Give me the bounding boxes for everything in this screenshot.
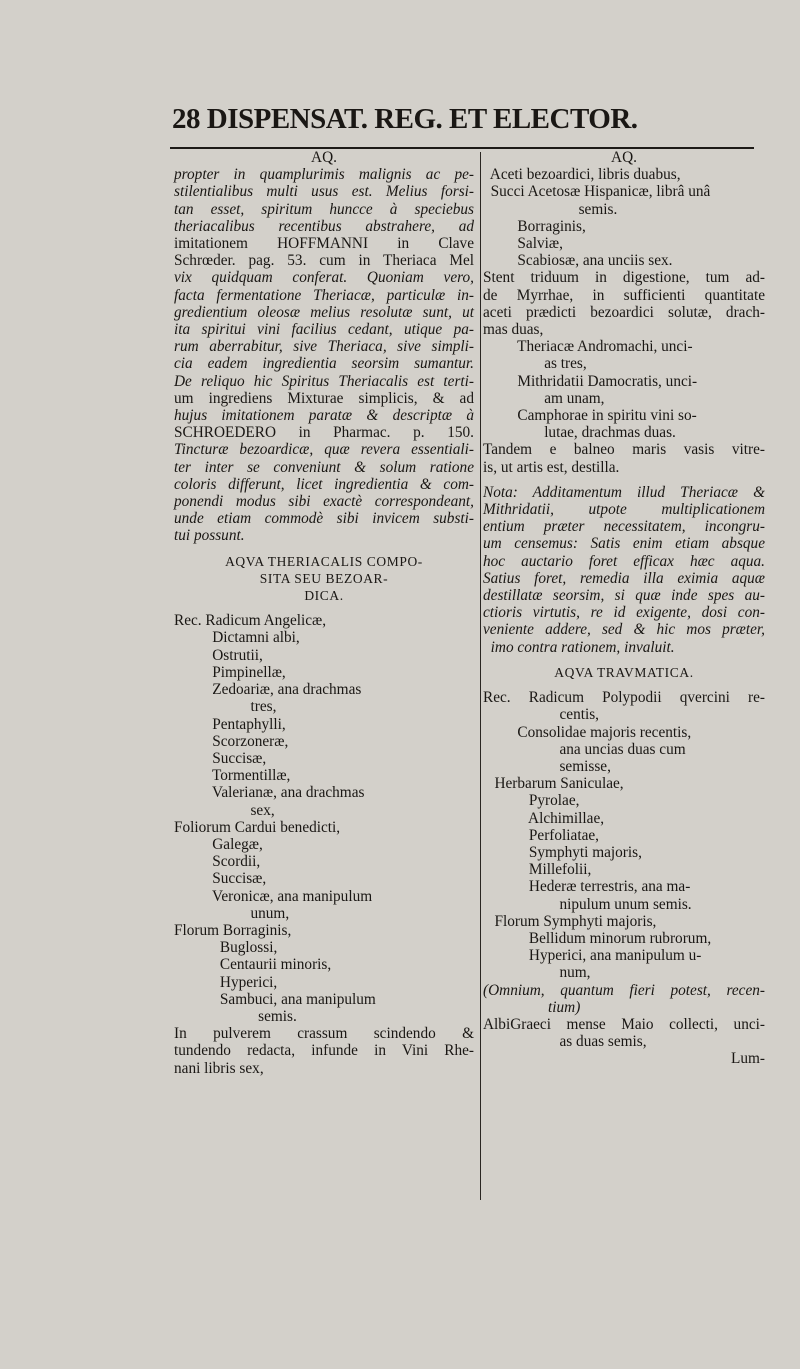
right-column-line: Theriacæ Andromachi, unci- [483,338,693,356]
left-column-line: Ostrutii, [174,646,263,664]
right-column-line: Lum- [731,1050,765,1068]
left-column-line: tres, [174,698,277,716]
right-column-line: de Myrrhae, in sufficienti quantitate [483,286,765,304]
right-column-line: Mithridatii Damocratis, unci- [483,372,698,390]
left-column-line: Sambuci, ana manipulum [174,990,376,1008]
right-column-line: destillatæ seorsim, si quæ inde spes au- [483,587,765,605]
left-column-line: Schrœder. pag. 53. cum in Theriaca Mel [174,252,474,270]
left-column-line: Foliorum Cardui benedicti, [174,818,341,836]
left-column-line: ter inter se conveniunt & solum ratione [174,458,474,476]
left-column-line: Buglossi, [174,939,278,957]
running-title: DISPENSAT. REG. ET ELECTOR. [206,103,638,135]
left-column-line: nani libris sex, [174,1059,264,1077]
right-column-line: Herbarum Saniculae, [483,775,624,793]
right-column-line [483,681,765,689]
right-column-line: Symphyti majoris, [483,843,642,861]
right-column-line: Hederæ terrestris, ana ma- [483,878,691,896]
right-column-line: Rec. Radicum Polypodii qvercini re- [483,689,765,707]
right-column-line: Nota: Additamentum illud Theriacæ & [483,483,765,501]
left-column-line: AQ. [311,149,337,166]
left-column-line: Pimpinellæ, [174,663,286,681]
left-column-line: imitationem HOFFMANNI in Clave [174,235,474,253]
left-column-line: tundendo redacta, infunde in Vini Rhe- [174,1042,474,1060]
right-column-line: semisse, [483,757,611,775]
right-column-line: ana uncias duas cum [483,740,686,758]
page-number: 28 [172,103,200,135]
left-column-line: cia eadem ingredientia seorsim sumantur. [174,355,474,373]
right-column-line: Mithridatii, utpote multiplicationem [483,501,765,519]
right-column-line: num, [483,964,591,982]
left-column-line: SCHROEDERO in Pharmac. p. 150. [174,424,474,442]
right-column-line: Millefolii, [483,861,592,879]
left-column-line: unum, [174,904,290,922]
left-column-line: Florum Borraginis, [174,921,292,939]
right-column-line: Alchimillae, [483,809,605,827]
left-column-line: Valerianæ, ana drachmas [174,784,365,802]
left-column-line: De reliquo hic Spiritus Theriacalis est terti- [174,372,474,390]
right-column-line: Perfoliatae, [483,826,599,844]
left-column-line: Pentaphylli, [174,715,286,733]
right-column-line: Consolidae majoris recentis, [483,723,692,741]
left-column-line [174,545,474,553]
left-column-line [174,604,474,612]
left-column-line: ita spiritui vini facilius cedant, utique pa- [174,321,474,339]
right-column-line: AQ. [611,149,637,166]
column-divider [480,152,481,1200]
right-column-line: am unam, [483,389,605,407]
left-column-line: Scordii, [174,853,261,871]
right-column-line: Tandem e balneo maris vasis vitre- [483,441,765,459]
left-column-line: Dictamni albi, [174,629,300,647]
left-column-line: Centaurii minoris, [174,956,332,974]
right-column-line: Scabiosæ, ana unciis sex. [483,252,673,270]
right-column-line: entium præter necessitatem, incongru- [483,518,765,536]
right-column-line [483,476,765,484]
right-column-line: Camphorae in spiritu vini so- [483,407,697,425]
left-column-line: Zedoariæ, ana drachmas [174,681,362,699]
left-column-line: facta fermentatione Theriacæ, particulæ in- [174,286,474,304]
right-column-line: Stent triduum in digestione, tum ad- [483,269,765,287]
left-column-line: Galegæ, [174,835,263,853]
right-column-line: AlbiGraeci mense Maio collecti, unci- [483,1015,765,1033]
right-column-line: semis. [483,200,618,218]
left-column-line: DICA. [304,588,344,604]
left-column-line: tan esset, spiritum huncce à speciebus [174,200,474,218]
left-column-line: Succisæ, [174,870,267,888]
left-column-line: SITA SEU BEZOAR- [259,570,389,586]
right-column-line: Succi Acetosæ Hispanicæ, librâ unâ [483,183,711,201]
right-column-line: (Omnium, quantum fieri potest, recen- [483,981,765,999]
left-column [174,149,474,1077]
left-column-line: rum aberrabitur, sive Theriaca, sive simpli- [174,338,474,356]
right-column-line: is, ut artis est, destilla. [483,458,620,476]
left-column-line: ponendi modus sibi exactè correspondeant, [174,493,474,511]
left-column-line: AQVA THERIACALIS COMPO- [225,553,423,569]
left-column-line: tui possunt. [174,527,245,545]
right-column-line [483,656,765,664]
left-column-line: Succisæ, [174,749,267,767]
left-column-line: Veronicæ, ana manipulum [174,887,373,905]
left-column-line: Rec. Radicum Angelicæ, [174,612,327,630]
right-column-line: as tres, [483,355,587,373]
left-column-line: sex, [174,801,275,819]
left-column-line: vix quidquam conferat. Quoniam vero, [174,269,474,287]
left-column-line: gredientium oleosæ melius resolutæ sunt, ut [174,303,474,321]
left-column-line: coloris differunt, licet ingredientia & com- [174,475,474,493]
right-column-line: ctioris virtutis, re id exigente, dosi con- [483,604,765,622]
right-column-line: veniente addere, sed & hic mos præter, [483,621,765,639]
left-column-line: um ingrediens Mixturae simplicis, & ad [174,389,474,407]
left-column-line: Tincturæ bezoardicæ, quæ revera essentiali- [174,441,474,459]
left-column-line: Hyperici, [174,973,278,991]
left-column-line: Tormentillæ, [174,767,291,785]
right-column-line: Pyrolae, [483,792,580,810]
right-column-line: lutae, drachmas duas. [483,424,676,442]
right-column [483,149,765,1068]
right-column-line: Florum Symphyti majoris, [483,912,657,930]
right-column-line: Aceti bezoardici, libris duabus, [483,166,681,184]
right-column-line: tium) [483,998,581,1016]
left-column-line: stilentialibus multi usus est. Melius forsi- [174,183,474,201]
left-column-line: semis. [174,1007,297,1025]
right-column-line: Satius foret, remedia illa eximia aquæ [483,569,765,587]
right-column-line: hoc auctario foret efficax hæc aqua. [483,552,765,570]
right-column-line: Hyperici, ana manipulum u- [483,947,702,965]
right-column-line: um censemus: Satis enim etiam absque [483,535,765,553]
left-column-line: theriacalibus recentibus abstrahere, ad [174,217,474,235]
left-column-line: unde etiam commodè sibi invicem substi- [174,510,474,528]
right-column-line: imo contra rationem, invaluit. [483,638,675,656]
left-column-line: propter in quamplurimis malignis ac pe- [174,166,474,184]
right-column-line: AQVA TRAVMATICA. [554,664,694,680]
left-column-line: Scorzoneræ, [174,732,289,750]
right-column-line: Bellidum minorum rubrorum, [483,929,712,947]
left-column-line: In pulverem crassum scindendo & [174,1025,474,1043]
right-column-line: as duas semis, [483,1033,647,1051]
right-column-line: nipulum unum semis. [483,895,692,913]
running-header [172,103,762,136]
right-column-line: mas duas, [483,321,544,339]
right-column-line: centis, [483,706,599,724]
right-column-line: Salviæ, [483,235,563,253]
right-column-line: aceti prædicti bezoardici solutæ, drach- [483,303,765,321]
left-column-line: hujus imitationem paratæ & descriptæ à [174,407,474,425]
right-column-line: Borraginis, [483,217,586,235]
